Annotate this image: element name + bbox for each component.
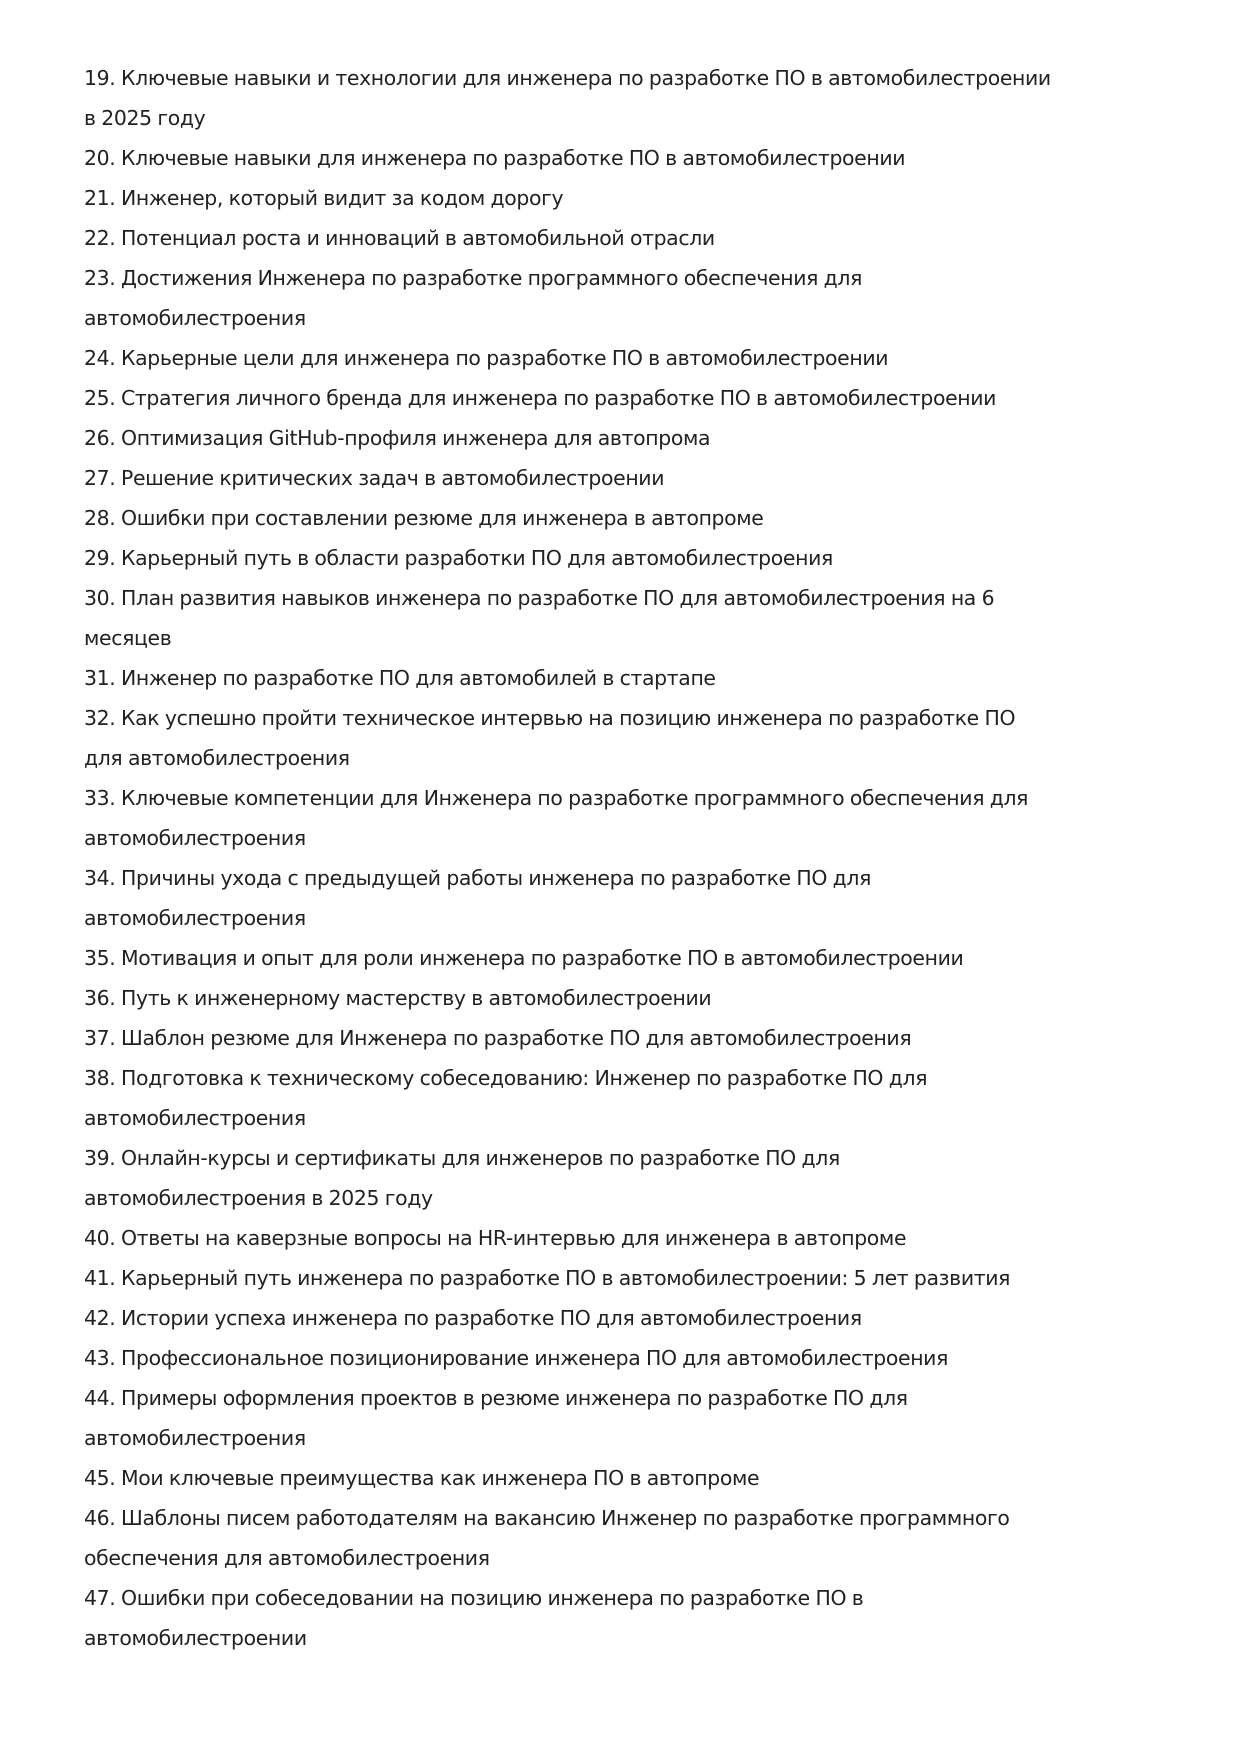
list-item-text-line: обеспечения для автомобилестроения [84, 1546, 490, 1570]
list-item-text-line: 34. Причины ухода с предыдущей работы инженера по разработке ПО для [84, 866, 872, 890]
list-item [84, 458, 1239, 498]
list-item-text-line: 25. Стратегия личного бренда для инженера по разработке ПО в автомобилестроении [84, 386, 997, 410]
list-item [84, 138, 1239, 178]
list-item-text-line: 45. Мои ключевые преимущества как инженера ПО в автопроме [84, 1466, 760, 1490]
list-item-text-line: 22. Потенциал роста и инноваций в автомобильной отрасли [84, 226, 715, 250]
topic-list [84, 58, 1239, 1658]
list-item [84, 1578, 1239, 1658]
list-item-text-line: 37. Шаблон резюме для Инженера по разработке ПО для автомобилестроения [84, 1026, 912, 1050]
list-item [84, 1058, 1239, 1138]
list-item-text-line: 20. Ключевые навыки для инженера по разработке ПО в автомобилестроении [84, 146, 906, 170]
list-item-text-line: 40. Ответы на каверзные вопросы на HR-интервью для инженера в автопроме [84, 1226, 907, 1250]
list-item-text-line: 39. Онлайн-курсы и сертификаты для инженеров по разработке ПО для [84, 1146, 840, 1170]
list-item [84, 1338, 1239, 1378]
list-item [84, 538, 1239, 578]
list-item-text-line: автомобилестроения [84, 1426, 306, 1450]
list-item-text-line: 28. Ошибки при составлении резюме для инженера в автопроме [84, 506, 764, 530]
list-item-text-line: 32. Как успешно пройти техническое интервью на позицию инженера по разработке ПО [84, 706, 1016, 730]
list-item [84, 1458, 1239, 1498]
list-item [84, 338, 1239, 378]
list-item [84, 1258, 1239, 1298]
list-item-text-line: 38. Подготовка к техническому собеседованию: Инженер по разработке ПО для [84, 1066, 928, 1090]
list-item [84, 858, 1239, 938]
list-item-text-line: для автомобилестроения [84, 746, 350, 770]
list-item [84, 978, 1239, 1018]
list-item-text-line: 26. Оптимизация GitHub-профиля инженера для автопрома [84, 426, 711, 450]
list-item [84, 58, 1239, 138]
list-item [84, 578, 1239, 658]
list-item-text-line: 35. Мотивация и опыт для роли инженера по разработке ПО в автомобилестроении [84, 946, 964, 970]
list-item [84, 1018, 1239, 1058]
list-item-text-line: 42. Истории успеха инженера по разработке ПО для автомобилестроения [84, 1306, 862, 1330]
list-item-text-line: в 2025 году [84, 106, 206, 130]
list-item [84, 698, 1239, 778]
list-item [84, 1218, 1239, 1258]
list-item [84, 1298, 1239, 1338]
list-item [84, 778, 1239, 858]
list-item [84, 418, 1239, 458]
list-item-text-line: автомобилестроения [84, 306, 306, 330]
list-item [84, 378, 1239, 418]
list-item-text-line: 31. Инженер по разработке ПО для автомобилей в стартапе [84, 666, 716, 690]
list-item [84, 218, 1239, 258]
list-item [84, 1378, 1239, 1458]
list-item-text-line: автомобилестроении [84, 1626, 307, 1650]
list-item-text-line: автомобилестроения [84, 826, 306, 850]
list-item [84, 498, 1239, 538]
list-item-text-line: месяцев [84, 626, 172, 650]
list-item [84, 178, 1239, 218]
list-item-text-line: 24. Карьерные цели для инженера по разработке ПО в автомобилестроении [84, 346, 889, 370]
list-item-text-line: 27. Решение критических задач в автомобилестроении [84, 466, 665, 490]
list-item [84, 938, 1239, 978]
list-item-text-line: 44. Примеры оформления проектов в резюме инженера по разработке ПО для [84, 1386, 908, 1410]
list-item-text-line: 19. Ключевые навыки и технологии для инженера по разработке ПО в автомобилестроении [84, 66, 1051, 90]
list-item [84, 1498, 1239, 1578]
list-item-text-line: 33. Ключевые компетенции для Инженера по разработке программного обеспечения для [84, 786, 1029, 810]
list-item-text-line: 47. Ошибки при собеседовании на позицию инженера по разработке ПО в [84, 1586, 864, 1610]
list-item-text-line: автомобилестроения [84, 906, 306, 930]
list-item-text-line: автомобилестроения в 2025 году [84, 1186, 433, 1210]
list-item-text-line: 21. Инженер, который видит за кодом дорогу [84, 186, 564, 210]
list-item-text-line: 41. Карьерный путь инженера по разработке ПО в автомобилестроении: 5 лет развития [84, 1266, 1011, 1290]
list-item-text-line: 30. План развития навыков инженера по разработке ПО для автомобилестроения на 6 [84, 586, 995, 610]
list-item-text-line: 43. Профессиональное позиционирование инженера ПО для автомобилестроения [84, 1346, 949, 1370]
list-item-text-line: 23. Достижения Инженера по разработке программного обеспечения для [84, 266, 863, 290]
list-item-text-line: 29. Карьерный путь в области разработки ПО для автомобилестроения [84, 546, 833, 570]
list-item-text-line: 46. Шаблоны писем работодателям на вакансию Инженер по разработке программного [84, 1506, 1010, 1530]
list-item [84, 258, 1239, 338]
list-item [84, 658, 1239, 698]
list-item-text-line: 36. Путь к инженерному мастерству в автомобилестроении [84, 986, 712, 1010]
list-item [84, 1138, 1239, 1218]
list-item-text-line: автомобилестроения [84, 1106, 306, 1130]
